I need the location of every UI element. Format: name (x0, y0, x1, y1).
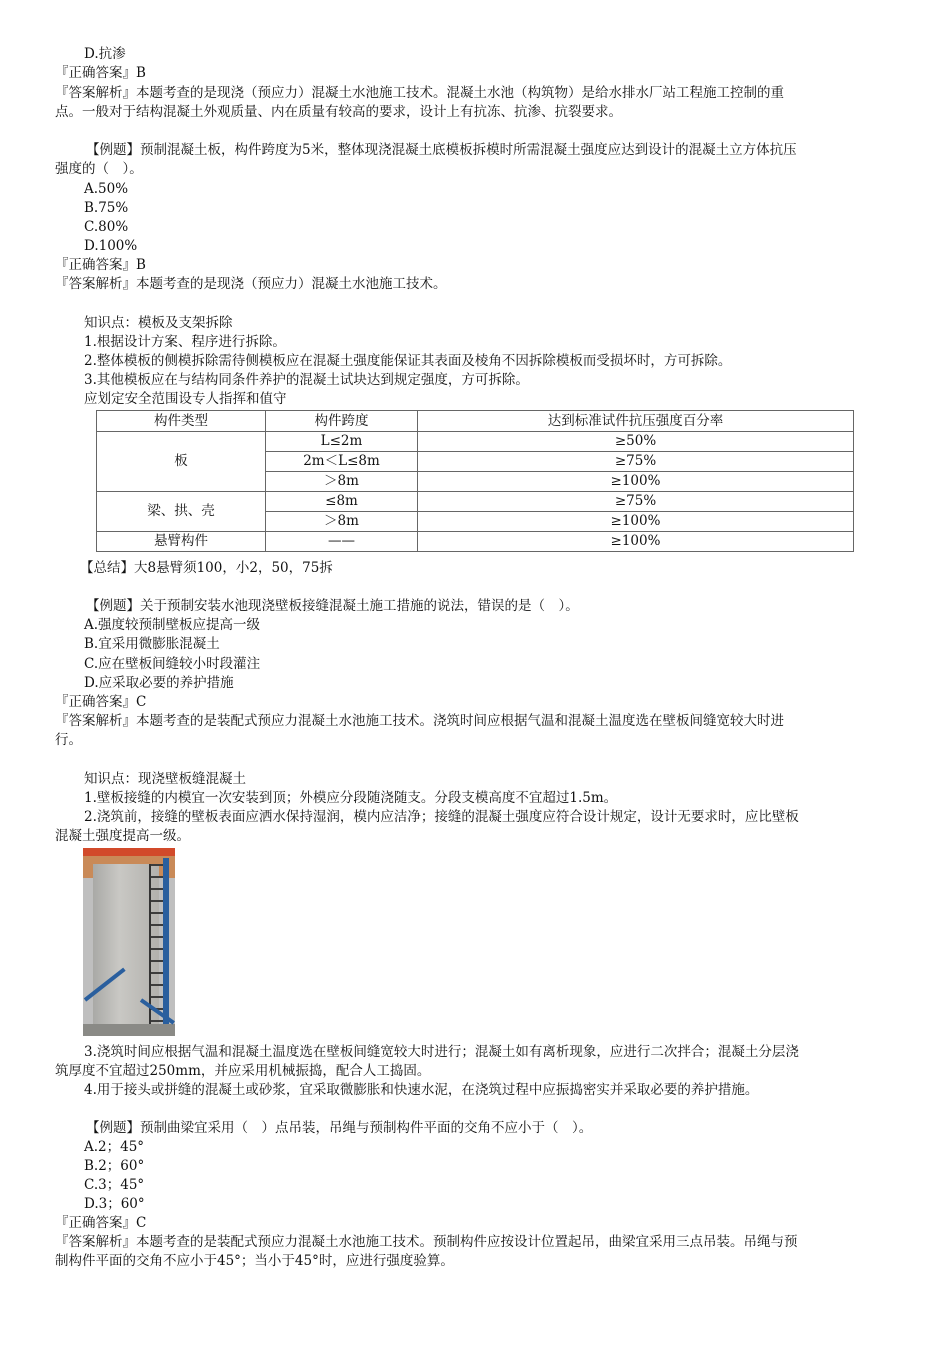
table-cell-type: 板 (97, 432, 266, 492)
q3-analysis-line2: 行。 (55, 732, 82, 748)
table-cell-span: ＞8m (266, 512, 418, 532)
q3-option-b: B.宜采用微膨胀混凝土 (84, 636, 220, 652)
table-header-span: 构件跨度 (266, 411, 418, 432)
q4-option-c: C.3；45° (84, 1177, 145, 1193)
q3-option-c: C.应在壁板间缝较小时段灌注 (84, 656, 261, 672)
table-cell-type: 悬臂构件 (97, 532, 266, 552)
table-cell-pct: ≥75% (418, 452, 854, 472)
table-row (97, 532, 854, 552)
q3-answer: 『正确答案』C (55, 694, 147, 710)
table-cell-span: 2m＜L≤8m (266, 452, 418, 472)
table-header-pct: 达到标准试件抗压强度百分率 (418, 411, 854, 432)
q3-stem: 【例题】关于预制安装水池现浇壁板接缝混凝土施工措施的说法，错误的是（ ）。 (86, 598, 579, 614)
table-header-type: 构件类型 (97, 411, 266, 432)
q4-stem: 【例题】预制曲梁宜采用（ ）点吊装，吊绳与预制构件平面的交角不应小于（ ）。 (86, 1120, 593, 1136)
table-cell-type: 梁、拱、壳 (97, 492, 266, 532)
kp1-item-3: 3.其他模板应在与结构同条件养护的混凝土试块达到规定强度，方可拆除。 (84, 372, 529, 388)
q2-option-b: B.75% (84, 200, 129, 216)
q1-answer: 『正确答案』B (55, 65, 146, 81)
kp2-item-3-line1: 3.浇筑时间应根据气温和混凝土温度选在壁板间缝宽较大时进行；混凝土如有离析现象，应进行二次拌合；混凝土分层浇 (84, 1044, 799, 1060)
kp1-note: 应划定安全范围设专人指挥和值守 (84, 391, 287, 407)
q2-stem-line1: 【例题】预制混凝土板，构件跨度为5米，整体现浇混凝土底模板拆模时所需混凝土强度应达到设计的混凝土立方体抗压 (86, 142, 797, 158)
kp2-item-4: 4.用于接头或拼缝的混凝土或砂浆，宜采取微膨胀和快速水泥，在浇筑过程中应振捣密实并采取必要的养护措施。 (84, 1082, 759, 1098)
kp2-title: 知识点：现浇壁板缝混凝土 (84, 771, 246, 787)
kp2-item-2-line2: 混凝土强度提高一级。 (55, 828, 190, 844)
kp2-item-1: 1.壁板接缝的内模宜一次安装到顶；外模应分段随浇随支。分段支模高度不宜超过1.5m。 (84, 790, 618, 806)
q2-option-a: A.50% (84, 181, 129, 197)
q1-analysis-line2: 点。一般对于结构混凝土外观质量、内在质量有较高的要求，设计上有抗冻、抗渗、抗裂要求。 (55, 104, 622, 120)
q2-option-d: D.100% (84, 238, 138, 254)
table-cell-span: L≤2m (266, 432, 418, 452)
q2-analysis: 『答案解析』本题考查的是现浇（预应力）混凝土水池施工技术。 (55, 276, 447, 292)
table-cell-span: —— (266, 532, 418, 552)
formwork-strength-table (96, 410, 854, 552)
table-summary: 【总结】大8悬臂须100，小2，50，75拆 (80, 560, 333, 576)
q1-analysis-line1: 『答案解析』本题考查的是现浇（预应力）混凝土水池施工技术。混凝土水池（构筑物）是给水排水厂站工程施工控制的重 (55, 85, 784, 101)
kp1-item-1: 1.根据设计方案、程序进行拆除。 (84, 334, 286, 350)
kp2-item-2-line1: 2.浇筑前，接缝的壁板表面应洒水保持湿润，模内应洁净；接缝的混凝土强度应符合设计规定，设计无要求时，应比壁板 (84, 809, 799, 825)
q4-answer: 『正确答案』C (55, 1215, 147, 1231)
kp1-title: 知识点：模板及支架拆除 (84, 315, 233, 331)
q3-option-a: A.强度较预制壁板应提高一级 (84, 617, 261, 633)
q2-answer: 『正确答案』B (55, 257, 146, 273)
wall-panel-photo (83, 848, 175, 1036)
table-cell-span: ＞8m (266, 472, 418, 492)
table-cell-pct: ≥100% (418, 512, 854, 532)
q1-option-d: D.抗渗 (84, 46, 126, 62)
kp1-item-2: 2.整体模板的侧模拆除需待侧模板应在混凝土强度能保证其表面及棱角不因拆除模板而受损坏时，方可拆除。 (84, 353, 732, 369)
q4-option-d: D.3；60° (84, 1196, 145, 1212)
q4-analysis-line1: 『答案解析』本题考查的是装配式预应力混凝土水池施工技术。预制构件应按设计位置起吊，曲梁宜采用三点吊装。吊绳与预 (55, 1234, 798, 1250)
table-cell-pct: ≥100% (418, 532, 854, 552)
q3-analysis-line1: 『答案解析』本题考查的是装配式预应力混凝土水池施工技术。浇筑时间应根据气温和混凝土温度选在壁板间缝宽较大时进 (55, 713, 784, 729)
kp2-item-3-line2: 筑厚度不宜超过250mm，并应采用机械振捣，配合人工捣固。 (55, 1063, 431, 1079)
q4-option-a: A.2；45° (84, 1139, 145, 1155)
q3-option-d: D.应采取必要的养护措施 (84, 675, 234, 691)
table-cell-pct: ≥100% (418, 472, 854, 492)
q4-analysis-line2: 制构件平面的交角不应小于45°；当小于45°时，应进行强度验算。 (55, 1253, 454, 1269)
table-cell-pct: ≥50% (418, 432, 854, 452)
q4-option-b: B.2；60° (84, 1158, 145, 1174)
table-row (97, 432, 854, 452)
table-header-row (97, 411, 854, 432)
q2-option-c: C.80% (84, 219, 129, 235)
table-row (97, 492, 854, 512)
table-cell-pct: ≥75% (418, 492, 854, 512)
table-cell-span: ≤8m (266, 492, 418, 512)
q2-stem-line2: 强度的（ ）。 (55, 161, 143, 177)
